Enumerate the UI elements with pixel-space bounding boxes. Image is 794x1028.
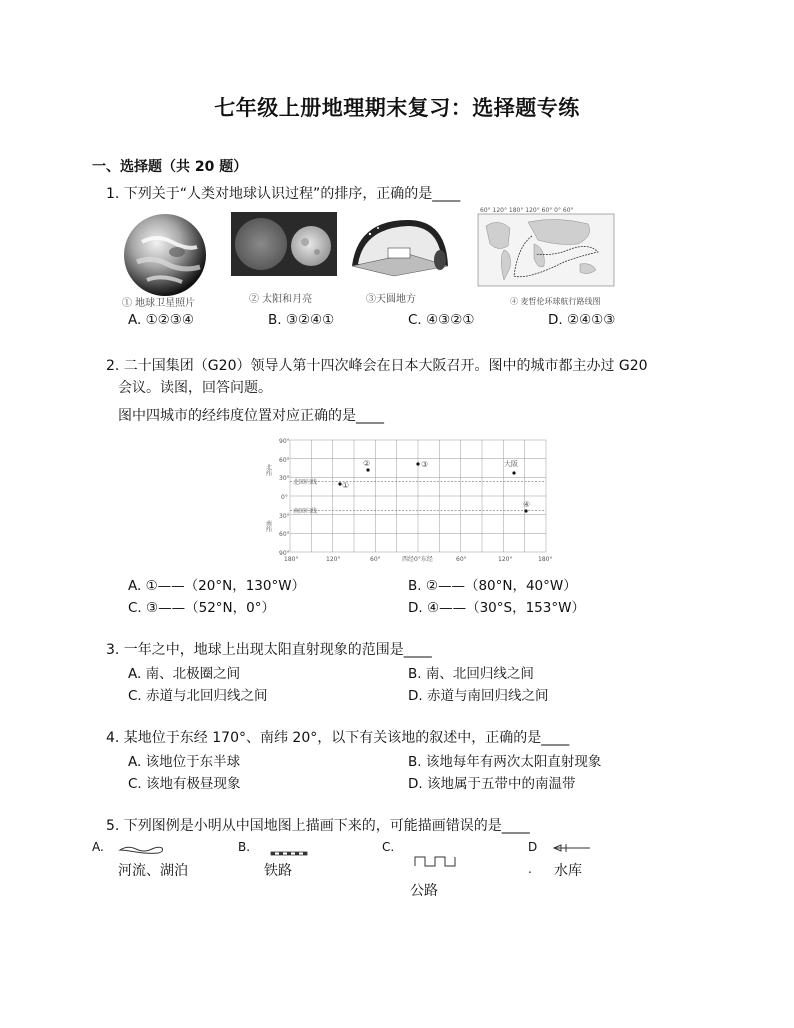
q3-option-c[interactable]: C. 赤道与北回归线之间 bbox=[128, 688, 268, 704]
q4-option-b[interactable]: B. 该地每年有两次太阳直射现象 bbox=[408, 754, 602, 770]
q2-option-b[interactable]: B. ②——（80°N，40°W） bbox=[408, 578, 577, 594]
reservoir-symbol bbox=[548, 842, 592, 854]
q5-dot: . bbox=[528, 862, 532, 876]
q4-option-d[interactable]: D. 该地属于五带中的南温带 bbox=[408, 776, 576, 792]
south-label: 南纬 bbox=[264, 520, 272, 532]
question-2-stem-line1: 2. 二十国集团（G20）领导人第十四次峰会在日本大阪召开。图中的城市都主办过 G20 bbox=[106, 358, 648, 374]
lat-lon-grid-map bbox=[266, 434, 552, 564]
q1-option-a[interactable]: A. ①②③④ bbox=[128, 312, 194, 328]
q5-option-c-letter[interactable]: C. bbox=[382, 840, 395, 854]
lat-tick: 30° bbox=[279, 475, 290, 482]
svg-text:60° 120° 180° 120° 60° 0°: 60° 120° 180° 120° 60° 0° 60° bbox=[480, 207, 574, 214]
city-point-2 bbox=[366, 468, 369, 471]
section-heading: 一、选择题（共 20 题） bbox=[92, 159, 248, 175]
magellan-route-map bbox=[468, 206, 624, 298]
caption-4: ④ 麦哲伦环球航行路线图 bbox=[510, 297, 601, 306]
page-title: 七年级上册地理期末复习：选择题专练 bbox=[214, 95, 580, 120]
lat-tick: 90° bbox=[279, 550, 290, 557]
lon-tick: 西经0°东经 bbox=[402, 556, 433, 563]
lat-tick: 60° bbox=[279, 457, 290, 464]
north-label: 北纬 bbox=[264, 464, 272, 476]
q1-option-d[interactable]: D. ②④①③ bbox=[548, 312, 616, 328]
tropic-n-label: 北回归线 bbox=[293, 479, 318, 486]
earth-satellite-image bbox=[122, 212, 208, 298]
city-label-3: ③ bbox=[421, 460, 429, 469]
lon-tick: 180° bbox=[538, 556, 553, 563]
heaven-earth-image bbox=[348, 214, 450, 278]
city-point-4 bbox=[524, 509, 527, 512]
question-4-stem: 4. 某地位于东经 170°、南纬 20°，以下有关该地的叙述中，正确的是____ bbox=[106, 730, 570, 746]
q5-option-a-letter[interactable]: A. bbox=[92, 840, 104, 854]
city-label-1: ① bbox=[342, 481, 350, 490]
tropic-s-label: 南回归线 bbox=[293, 508, 318, 515]
question-2-stem-line3: 图中四城市的经纬度位置对应正确的是____ bbox=[118, 408, 384, 424]
question-3-stem: 3. 一年之中，地球上出现太阳直射现象的范围是____ bbox=[106, 642, 432, 658]
highway-symbol bbox=[414, 854, 458, 868]
river-lake-symbol bbox=[118, 842, 166, 856]
city-label-4: ④ bbox=[523, 500, 531, 509]
caption-2: ② 太阳和月亮 bbox=[249, 294, 313, 305]
lat-tick: 90° bbox=[279, 438, 290, 445]
city-point-osaka bbox=[512, 471, 515, 474]
lon-tick: 60° bbox=[456, 556, 467, 563]
q4-option-c[interactable]: C. 该地有极昼现象 bbox=[128, 776, 241, 792]
q5-option-b-letter[interactable]: B. bbox=[238, 840, 251, 854]
q2-option-c[interactable]: C. ③——（52°N，0°） bbox=[128, 600, 275, 616]
question-1-stem: 1. 下列关于“人类对地球认识过程”的排序，正确的是____ bbox=[106, 186, 461, 202]
q3-option-a[interactable]: A. 南、北极圈之间 bbox=[128, 666, 241, 682]
q5-option-d-letter[interactable]: D bbox=[528, 840, 538, 854]
city-label-osaka: 大阪 bbox=[504, 460, 518, 468]
q5-option-c-label: 公路 bbox=[410, 883, 438, 899]
q5-option-b-label: 铁路 bbox=[264, 863, 292, 879]
q2-option-a[interactable]: A. ①——（20°N，130°W） bbox=[128, 578, 306, 594]
railway-symbol bbox=[270, 846, 308, 854]
q4-option-a[interactable]: A. 该地位于东半球 bbox=[128, 754, 241, 770]
city-point-3 bbox=[416, 462, 419, 465]
q2-option-d[interactable]: D. ④——（30°S，153°W） bbox=[408, 600, 585, 616]
q1-option-c[interactable]: C. ④③②① bbox=[408, 312, 475, 328]
q5-option-d-label: 水库 bbox=[554, 863, 582, 879]
sun-moon-image bbox=[231, 212, 337, 276]
lat-tick: 30° bbox=[279, 513, 290, 520]
caption-3: ③天圆地方 bbox=[366, 294, 416, 305]
lon-tick: 120° bbox=[326, 556, 341, 563]
lon-tick: 180° bbox=[284, 556, 299, 563]
q5-option-a-label: 河流、湖泊 bbox=[118, 863, 188, 879]
q3-option-d[interactable]: D. 赤道与南回归线之间 bbox=[408, 688, 549, 704]
lon-tick: 120° bbox=[498, 556, 513, 563]
caption-1: ① 地球卫星照片 bbox=[122, 298, 196, 309]
question-2-stem-line2: 会议。读图，回答问题。 bbox=[118, 380, 272, 396]
lat-tick: 0° bbox=[281, 494, 288, 501]
lon-tick: 60° bbox=[370, 556, 381, 563]
q1-option-b[interactable]: B. ③②④① bbox=[268, 312, 335, 328]
q3-option-b[interactable]: B. 南、北回归线之间 bbox=[408, 666, 534, 682]
lat-tick: 60° bbox=[279, 531, 290, 538]
question-5-stem: 5. 下列图例是小明从中国地图上描画下来的，可能描画错误的是____ bbox=[106, 818, 530, 834]
city-label-2: ② bbox=[363, 459, 371, 468]
